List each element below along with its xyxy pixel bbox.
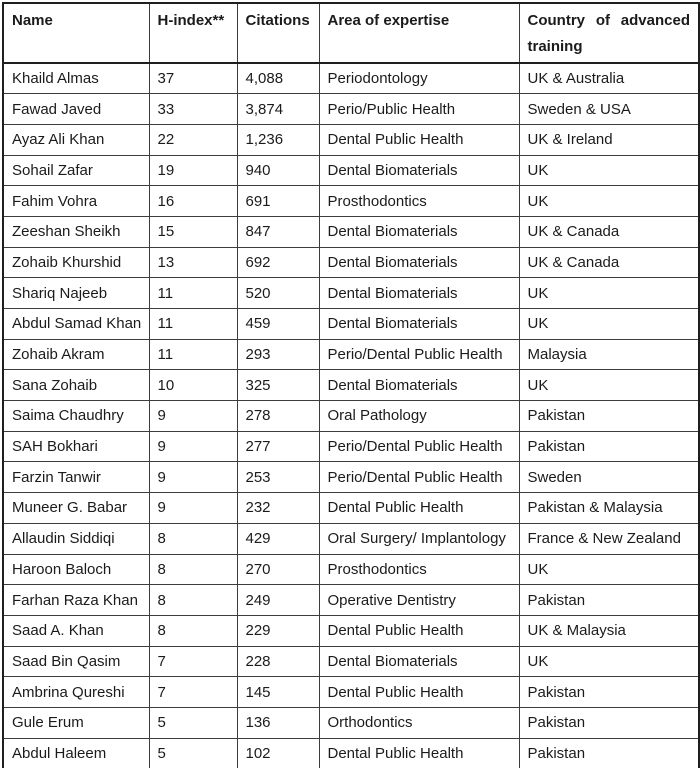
table-cell-name: Saad Bin Qasim [3, 646, 149, 677]
table-cell-h-index: 9 [149, 431, 237, 462]
table-cell-name: Allaudin Siddiqi [3, 523, 149, 554]
table-row [3, 646, 699, 677]
table-cell-area: Dental Biomaterials [319, 278, 519, 309]
table-cell-name: Sohail Zafar [3, 155, 149, 186]
table-body [3, 63, 699, 768]
table-row [3, 186, 699, 217]
table-row [3, 94, 699, 125]
table-cell-name: Ambrina Qureshi [3, 677, 149, 708]
table-cell-name: Shariq Najeeb [3, 278, 149, 309]
table-cell-citations: 691 [237, 186, 319, 217]
table-cell-h-index: 8 [149, 585, 237, 616]
table-cell-country: Pakistan [519, 585, 699, 616]
table-cell-country: Pakistan [519, 677, 699, 708]
table-cell-citations: 229 [237, 615, 319, 646]
table-cell-h-index: 13 [149, 247, 237, 278]
table-cell-country: UK [519, 646, 699, 677]
table-cell-citations: 136 [237, 707, 319, 738]
table-cell-h-index: 5 [149, 707, 237, 738]
table-row [3, 523, 699, 554]
table-cell-area: Dental Public Health [319, 493, 519, 524]
table-cell-citations: 232 [237, 493, 319, 524]
table-cell-area: Dental Public Health [319, 677, 519, 708]
table-cell-citations: 277 [237, 431, 319, 462]
table-cell-country: UK [519, 309, 699, 340]
table-cell-name: Farhan Raza Khan [3, 585, 149, 616]
table-row [3, 554, 699, 585]
table-cell-name: Gule Erum [3, 707, 149, 738]
table-row [3, 677, 699, 708]
table-cell-h-index: 8 [149, 615, 237, 646]
table-cell-area: Dental Public Health [319, 738, 519, 768]
table-cell-area: Dental Public Health [319, 124, 519, 155]
column-header-area: Area of expertise [319, 3, 519, 63]
table-row [3, 493, 699, 524]
table-cell-h-index: 11 [149, 278, 237, 309]
table-row [3, 431, 699, 462]
table-cell-country: UK & Australia [519, 63, 699, 94]
table-cell-citations: 459 [237, 309, 319, 340]
table-cell-area: Dental Biomaterials [319, 309, 519, 340]
table-cell-area: Oral Surgery/ Implantology [319, 523, 519, 554]
table-cell-area: Perio/Public Health [319, 94, 519, 125]
column-header-name: Name [3, 3, 149, 63]
column-header-citations: Citations [237, 3, 319, 63]
table-cell-country: UK [519, 370, 699, 401]
table-cell-citations: 145 [237, 677, 319, 708]
table-cell-citations: 520 [237, 278, 319, 309]
table-cell-area: Prosthodontics [319, 186, 519, 217]
table-cell-area: Dental Public Health [319, 615, 519, 646]
table-cell-h-index: 11 [149, 339, 237, 370]
table-cell-country: UK [519, 155, 699, 186]
table-cell-area: Dental Biomaterials [319, 216, 519, 247]
table-cell-h-index: 37 [149, 63, 237, 94]
table-row [3, 462, 699, 493]
table-cell-h-index: 5 [149, 738, 237, 768]
table-cell-name: Abdul Haleem [3, 738, 149, 768]
table-cell-area: Perio/Dental Public Health [319, 339, 519, 370]
table-cell-name: Muneer G. Babar [3, 493, 149, 524]
table-cell-name: Ayaz Ali Khan [3, 124, 149, 155]
table-cell-citations: 940 [237, 155, 319, 186]
table-cell-citations: 847 [237, 216, 319, 247]
table-cell-citations: 102 [237, 738, 319, 768]
table-cell-citations: 429 [237, 523, 319, 554]
table-cell-area: Operative Dentistry [319, 585, 519, 616]
table-cell-area: Oral Pathology [319, 401, 519, 432]
table-cell-area: Perio/Dental Public Health [319, 431, 519, 462]
table-cell-area: Perio/Dental Public Health [319, 462, 519, 493]
table-cell-h-index: 9 [149, 462, 237, 493]
table-row [3, 247, 699, 278]
table-cell-country: UK [519, 278, 699, 309]
table-row [3, 339, 699, 370]
header-row [3, 3, 699, 63]
table-cell-name: Zohaib Khurshid [3, 247, 149, 278]
table-row [3, 278, 699, 309]
table-cell-name: SAH Bokhari [3, 431, 149, 462]
table-cell-h-index: 9 [149, 493, 237, 524]
table-row [3, 216, 699, 247]
table-row [3, 401, 699, 432]
table-cell-area: Dental Biomaterials [319, 646, 519, 677]
table-cell-citations: 249 [237, 585, 319, 616]
table-cell-h-index: 11 [149, 309, 237, 340]
table-cell-area: Dental Biomaterials [319, 370, 519, 401]
table-row [3, 707, 699, 738]
table-cell-area: Orthodontics [319, 707, 519, 738]
authors-table [2, 2, 700, 768]
table-cell-country: UK & Canada [519, 216, 699, 247]
table-cell-h-index: 33 [149, 94, 237, 125]
table-cell-country: Sweden [519, 462, 699, 493]
table-cell-country: UK [519, 186, 699, 217]
table-cell-h-index: 16 [149, 186, 237, 217]
table-cell-country: France & New Zealand [519, 523, 699, 554]
table-cell-country: UK & Malaysia [519, 615, 699, 646]
table-cell-citations: 325 [237, 370, 319, 401]
table-cell-name: Fahim Vohra [3, 186, 149, 217]
table-cell-citations: 270 [237, 554, 319, 585]
table-cell-area: Periodontology [319, 63, 519, 94]
table-cell-name: Fawad Javed [3, 94, 149, 125]
table-cell-citations: 278 [237, 401, 319, 432]
table-cell-h-index: 8 [149, 523, 237, 554]
table-cell-name: Zeeshan Sheikh [3, 216, 149, 247]
table-cell-name: Abdul Samad Khan [3, 309, 149, 340]
table-cell-country: Sweden & USA [519, 94, 699, 125]
table-cell-name: Sana Zohaib [3, 370, 149, 401]
table-cell-h-index: 8 [149, 554, 237, 585]
table-row [3, 309, 699, 340]
table-cell-area: Prosthodontics [319, 554, 519, 585]
table-cell-name: Zohaib Akram [3, 339, 149, 370]
table-cell-name: Haroon Baloch [3, 554, 149, 585]
table-cell-country: Pakistan [519, 707, 699, 738]
table-cell-name: Farzin Tanwir [3, 462, 149, 493]
table-cell-name: Saima Chaudhry [3, 401, 149, 432]
table-row [3, 155, 699, 186]
table-cell-country: UK & Ireland [519, 124, 699, 155]
table-cell-citations: 228 [237, 646, 319, 677]
table-cell-h-index: 7 [149, 646, 237, 677]
table-cell-country: UK [519, 554, 699, 585]
table-row [3, 370, 699, 401]
table-row [3, 63, 699, 94]
table-cell-country: Malaysia [519, 339, 699, 370]
table-cell-citations: 253 [237, 462, 319, 493]
column-header-h-index: H-index** [149, 3, 237, 63]
table-cell-h-index: 22 [149, 124, 237, 155]
table-cell-country: Pakistan [519, 431, 699, 462]
table-row [3, 124, 699, 155]
table-cell-citations: 1,236 [237, 124, 319, 155]
table-header [3, 3, 699, 63]
table-cell-citations: 4,088 [237, 63, 319, 94]
table-cell-name: Saad A. Khan [3, 615, 149, 646]
table-cell-h-index: 9 [149, 401, 237, 432]
table-cell-citations: 293 [237, 339, 319, 370]
table-cell-h-index: 19 [149, 155, 237, 186]
table-cell-country: UK & Canada [519, 247, 699, 278]
table-cell-name: Khaild Almas [3, 63, 149, 94]
table-cell-area: Dental Biomaterials [319, 155, 519, 186]
table-cell-h-index: 7 [149, 677, 237, 708]
table-row [3, 738, 699, 768]
table-row [3, 585, 699, 616]
table-row [3, 615, 699, 646]
table-cell-country: Pakistan [519, 401, 699, 432]
table-cell-h-index: 15 [149, 216, 237, 247]
column-header-country: Country of advanced training [519, 3, 699, 63]
table-cell-citations: 3,874 [237, 94, 319, 125]
table-cell-h-index: 10 [149, 370, 237, 401]
table-cell-area: Dental Biomaterials [319, 247, 519, 278]
table-cell-country: Pakistan & Malaysia [519, 493, 699, 524]
table-cell-citations: 692 [237, 247, 319, 278]
table-cell-country: Pakistan [519, 738, 699, 768]
